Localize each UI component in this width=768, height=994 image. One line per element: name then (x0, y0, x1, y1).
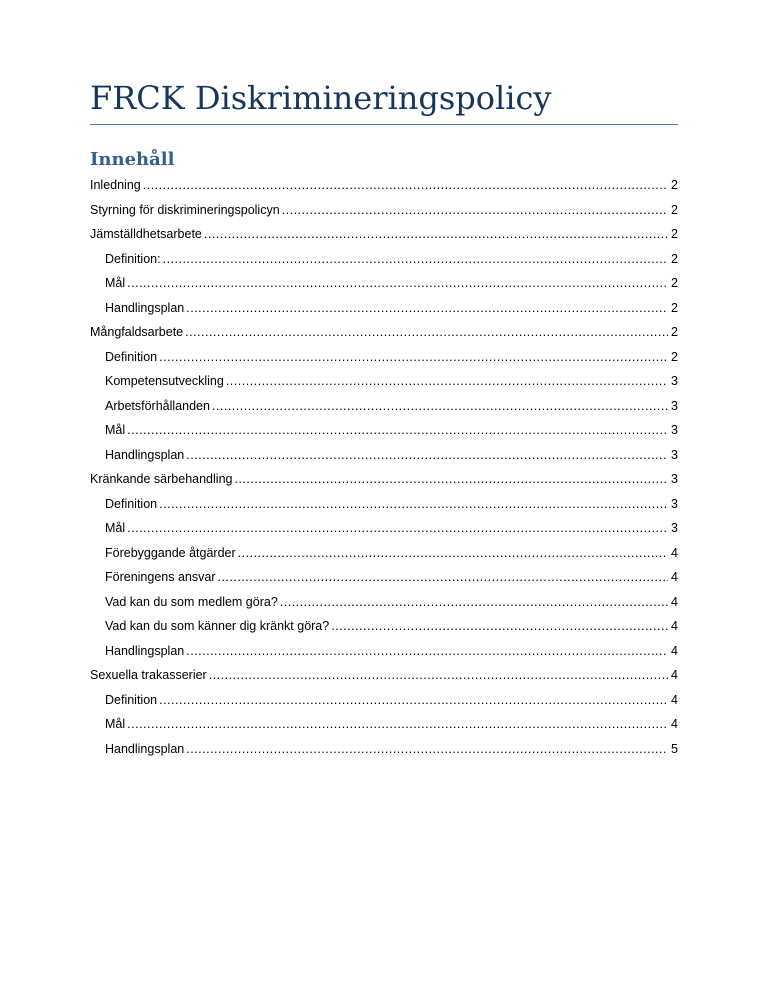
toc-entry-title[interactable]: Vad kan du som känner dig kränkt göra? (105, 619, 330, 633)
toc-dot-leader (217, 565, 668, 590)
toc-entry[interactable] (90, 418, 678, 443)
toc-dot-leader (331, 614, 668, 639)
toc-entry-title[interactable]: Handlingsplan (105, 643, 185, 658)
toc-entry-page-number[interactable]: 3 (671, 521, 678, 535)
toc-dot-leader (186, 737, 668, 762)
toc-dot-leader (186, 639, 668, 664)
toc-dot-leader (282, 198, 668, 223)
toc-entry-page-number[interactable]: 4 (671, 643, 678, 658)
toc-entry[interactable] (90, 173, 678, 198)
toc-entry-title[interactable]: Mål (105, 276, 126, 290)
toc-entry-title[interactable]: Kompetensutveckling (105, 374, 224, 388)
toc-entry[interactable] (90, 443, 678, 468)
toc-entry-title[interactable]: Definition (105, 692, 158, 707)
toc-entry-page-number[interactable]: 3 (671, 374, 678, 388)
toc-entry-page-number[interactable]: 3 (671, 423, 678, 437)
toc-entry-page-number[interactable]: 2 (671, 227, 678, 241)
toc-entry-title[interactable]: Inledning (90, 178, 141, 192)
toc-entry-title[interactable]: Handlingsplan (105, 447, 185, 462)
toc-dot-leader (238, 541, 668, 566)
toc-entry-title[interactable]: Definition (105, 349, 158, 364)
title-underline-divider (90, 124, 678, 125)
toc-dot-leader (186, 443, 668, 468)
toc-dot-leader (127, 516, 668, 541)
toc-entry[interactable] (90, 394, 678, 419)
toc-entry-page-number[interactable]: 2 (671, 251, 678, 266)
toc-dot-leader (204, 222, 668, 247)
toc-dot-leader (226, 369, 668, 394)
toc-entry[interactable] (90, 663, 678, 688)
toc-entry-page-number[interactable]: 2 (671, 276, 678, 290)
toc-entry-title[interactable]: Sexuella trakasserier (90, 668, 207, 682)
toc-entry-page-number[interactable]: 2 (671, 349, 678, 364)
toc-entry-title[interactable]: Handlingsplan (105, 741, 185, 756)
toc-entry-title[interactable]: Mångfaldsarbete (90, 325, 184, 339)
toc-entry[interactable] (90, 198, 678, 223)
toc-entry-page-number[interactable]: 3 (671, 496, 678, 511)
toc-entry[interactable] (90, 247, 678, 272)
toc-entry[interactable] (90, 222, 678, 247)
toc-entry[interactable] (90, 516, 678, 541)
toc-dot-leader (143, 173, 668, 198)
toc-entry-title[interactable]: Definition (105, 496, 158, 511)
toc-entry[interactable] (90, 639, 678, 664)
toc-entry-title[interactable]: Kränkande särbehandling (90, 472, 233, 486)
toc-entry[interactable] (90, 296, 678, 321)
toc-entry[interactable] (90, 492, 678, 517)
toc-entry-page-number[interactable]: 4 (671, 570, 678, 584)
toc-entry[interactable] (90, 345, 678, 370)
toc-entry[interactable] (90, 590, 678, 615)
toc-entry-page-number[interactable]: 4 (671, 692, 678, 707)
toc-dot-leader (159, 492, 668, 517)
toc-entry[interactable] (90, 614, 678, 639)
toc-dot-leader (209, 663, 668, 688)
toc-dot-leader (280, 590, 668, 615)
table-of-contents (90, 173, 678, 761)
toc-entry-title[interactable]: Handlingsplan (105, 300, 185, 315)
toc-entry-title[interactable]: Vad kan du som medlem göra? (105, 594, 278, 609)
toc-entry-title[interactable]: Föreningens ansvar (105, 570, 216, 584)
toc-entry-page-number[interactable]: 4 (671, 668, 678, 682)
toc-entry[interactable] (90, 737, 678, 762)
toc-dot-leader (212, 394, 668, 419)
toc-dot-leader (163, 247, 668, 272)
toc-entry-title[interactable]: Mål (105, 521, 126, 535)
toc-entry[interactable] (90, 688, 678, 713)
toc-entry-title[interactable]: Arbetsförhållanden (105, 398, 210, 413)
toc-entry[interactable] (90, 369, 678, 394)
toc-dot-leader (127, 712, 668, 737)
toc-entry-title[interactable]: Mål (105, 717, 126, 731)
toc-entry-page-number[interactable]: 4 (671, 545, 678, 560)
toc-dot-leader (127, 271, 668, 296)
toc-entry-page-number[interactable]: 2 (671, 202, 678, 217)
toc-entry-page-number[interactable]: 2 (671, 178, 678, 192)
toc-entry[interactable] (90, 565, 678, 590)
toc-entry[interactable] (90, 271, 678, 296)
toc-dot-leader (186, 296, 668, 321)
toc-entry[interactable] (90, 467, 678, 492)
toc-entry-page-number[interactable]: 3 (671, 447, 678, 462)
toc-entry-title[interactable]: Definition: (105, 251, 161, 266)
toc-entry-page-number[interactable]: 5 (671, 741, 678, 756)
document-title: FRCK Diskrimineringspolicy (90, 79, 552, 117)
toc-entry[interactable] (90, 541, 678, 566)
toc-entry-title[interactable]: Mål (105, 423, 126, 437)
toc-entry-title[interactable]: Förebyggande åtgärder (105, 545, 236, 560)
toc-dot-leader (159, 688, 668, 713)
toc-heading: Innehåll (90, 149, 175, 170)
toc-entry-title[interactable]: Jämställdhetsarbete (90, 227, 202, 241)
toc-entry-page-number[interactable]: 4 (671, 594, 678, 609)
toc-entry[interactable] (90, 320, 678, 345)
toc-dot-leader (185, 320, 668, 345)
toc-entry[interactable] (90, 712, 678, 737)
toc-entry-page-number[interactable]: 3 (671, 398, 678, 413)
toc-entry-page-number[interactable]: 4 (671, 717, 678, 731)
toc-entry-title[interactable]: Styrning för diskrimineringspolicyn (90, 202, 280, 217)
toc-dot-leader (127, 418, 668, 443)
toc-entry-page-number[interactable]: 2 (671, 300, 678, 315)
toc-dot-leader (234, 467, 668, 492)
toc-dot-leader (159, 345, 668, 370)
toc-entry-page-number[interactable]: 3 (671, 472, 678, 486)
toc-entry-page-number[interactable]: 2 (671, 325, 678, 339)
toc-entry-page-number[interactable]: 4 (671, 619, 678, 633)
